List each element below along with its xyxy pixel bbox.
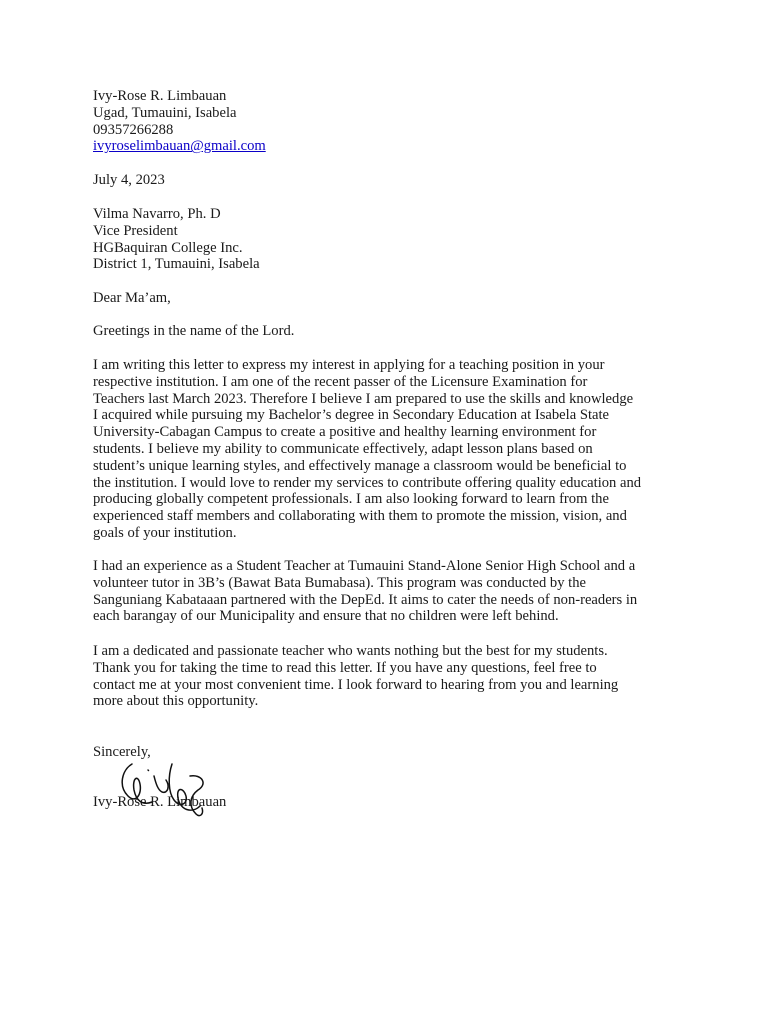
paragraph-line: each barangay of our Municipality and ensure that no children were left behind. — [93, 608, 559, 625]
letter-date: July 4, 2023 — [93, 172, 165, 188]
body-paragraph-3 — [93, 643, 693, 710]
recipient-name: Vilma Navarro, Ph. D — [93, 206, 221, 222]
date-block — [93, 172, 693, 189]
recipient-block — [93, 206, 693, 273]
paragraph-line: University-Cabagan Campus to create a positive and healthy learning environment for — [93, 424, 597, 441]
paragraph-line: I am a dedicated and passionate teacher who wants nothing but the best for my students. — [93, 643, 608, 659]
signature-name: Ivy-Rose R. Limbauan — [93, 794, 227, 810]
recipient-institution: HGBaquiran College Inc. — [93, 239, 243, 256]
paragraph-line: Sanguniang Kabataaan partnered with the DepEd. It aims to cater the needs of non-readers in — [93, 591, 638, 608]
paragraph-line: Thank you for taking the time to read this letter. If you have any questions, feel free to — [93, 659, 597, 676]
body-paragraph-2 — [93, 558, 693, 625]
sender-name: Ivy-Rose R. Limbauan — [93, 88, 227, 104]
paragraph-line: goals of your institution. — [93, 524, 237, 541]
recipient-address: District 1, Tumauini, Isabela — [93, 256, 260, 273]
salutation: Dear Ma’am, — [93, 290, 171, 306]
paragraph-line: more about this opportunity. — [93, 693, 259, 710]
body-paragraph-1 — [93, 357, 693, 542]
paragraph-line: students. I believe my ability to communicate effectively, adapt lesson plans based on — [93, 440, 593, 457]
paragraph-line: Teachers last March 2023. Therefore I believe I am prepared to use the skills and knowledge — [93, 390, 634, 407]
handwritten-signature — [112, 756, 212, 820]
greeting: Greetings in the name of the Lord. — [93, 323, 295, 339]
paragraph-line: the institution. I would love to render my services to contribute offering quality education and — [93, 474, 642, 491]
paragraph-line: contact me at your most convenient time. I look forward to hearing from you and learning — [93, 676, 619, 693]
sender-email-link[interactable]: ivyroselimbauan@gmail.com — [93, 138, 266, 155]
paragraph-line: respective institution. I am one of the recent passer of the Licensure Examination for — [93, 373, 588, 390]
salutation-block — [93, 290, 693, 307]
closing: Sincerely, — [93, 744, 151, 760]
sender-block — [93, 88, 693, 155]
paragraph-line: I am writing this letter to express my interest in applying for a teaching position in your — [93, 357, 605, 373]
paragraph-line: experienced staff members and collaborating with them to promote the mission, vision, and — [93, 508, 627, 525]
paragraph-line: volunteer tutor in 3B’s (Bawat Bata Bumabasa). This program was conducted by the — [93, 574, 586, 591]
paragraph-line: producing globally competent professionals. I am also looking forward to learn from the — [93, 491, 609, 508]
paragraph-line: I had an experience as a Student Teacher at Tumauini Stand-Alone Senior High School and a — [93, 558, 636, 574]
recipient-title: Vice President — [93, 222, 178, 239]
greeting-block — [93, 323, 693, 340]
paragraph-line: I acquired while pursuing my Bachelor’s degree in Secondary Education at Isabela State — [93, 407, 610, 424]
paragraph-line: student’s unique learning styles, and effectively manage a classroom would be beneficial to — [93, 457, 627, 474]
sender-address: Ugad, Tumauini, Isabela — [93, 104, 237, 121]
sender-phone: 09357266288 — [93, 121, 174, 138]
